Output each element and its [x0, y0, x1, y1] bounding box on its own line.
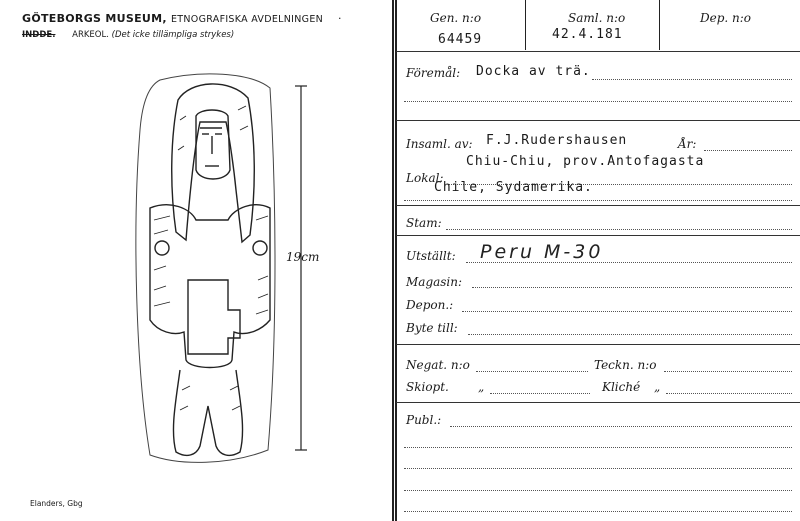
negat-label: Negat. n:o: [406, 358, 470, 372]
doll-left-ear: [155, 241, 169, 255]
skiopt-label: Skiopt.: [406, 380, 449, 394]
byte-label: Byte till:: [406, 321, 458, 335]
museum-name: GÖTEBORGS MUSEUM,: [22, 12, 167, 25]
insaml-label: Insaml. av:: [406, 137, 473, 151]
foremal-value: Docka av trä.: [476, 64, 591, 79]
printer-imprint: Elanders, Gbg: [30, 499, 83, 508]
magasin-label: Magasin:: [406, 275, 463, 289]
department-options: [22, 30, 234, 40]
header-dot: ·: [338, 12, 342, 25]
doll-face: [196, 110, 230, 179]
measurement-label: 19cm: [286, 250, 320, 264]
doll-legs: [173, 370, 242, 455]
utstallt-value: Peru M-30: [480, 241, 604, 263]
saml-number-value: 42.4.181: [552, 27, 623, 42]
dep-number-label: Dep. n:o: [700, 11, 752, 25]
doll-torso: [150, 205, 270, 368]
lokal-value-1: Chiu-Chiu, prov.Antofagasta: [466, 154, 705, 169]
museum-header: [22, 12, 323, 25]
lokal-value-2: Chile, Sydamerika.: [434, 180, 593, 195]
lokal-label: Lokal:: [406, 171, 444, 185]
struck-option: INDDE.: [22, 30, 56, 40]
doll-right-ear: [253, 241, 267, 255]
ar-label: År:: [678, 137, 697, 151]
measurement-line: [294, 84, 308, 454]
kliche-ditto: „: [654, 380, 661, 394]
gen-number-value: 64459: [438, 32, 483, 47]
doll-hatching: [154, 106, 268, 410]
strike-note: (Det icke tillämpliga strykes): [111, 30, 235, 40]
background-outline: [136, 74, 275, 462]
kliche-label: Kliché: [602, 380, 641, 394]
doll-held-box: [188, 280, 240, 354]
foremal-label: Föremål:: [406, 66, 461, 80]
saml-number-label: Saml. n:o: [568, 11, 626, 25]
skiopt-ditto: „: [478, 380, 485, 394]
stam-label: Stam:: [406, 216, 442, 230]
insaml-value: F.J.Rudershausen: [486, 133, 628, 148]
doll-drawing: [130, 70, 280, 470]
depon-label: Depon.:: [406, 298, 454, 312]
publ-label: Publ.:: [406, 413, 442, 427]
gen-number-label: Gen. n:o: [430, 11, 482, 25]
teckn-label: Teckn. n:o: [594, 358, 657, 372]
catalogue-card: [392, 0, 800, 521]
arkeol-option: ARKEOL.: [72, 30, 109, 40]
department-name: ETNOGRAFISKA AVDELNINGEN: [171, 14, 324, 25]
utstallt-label: Utställt:: [406, 249, 456, 263]
